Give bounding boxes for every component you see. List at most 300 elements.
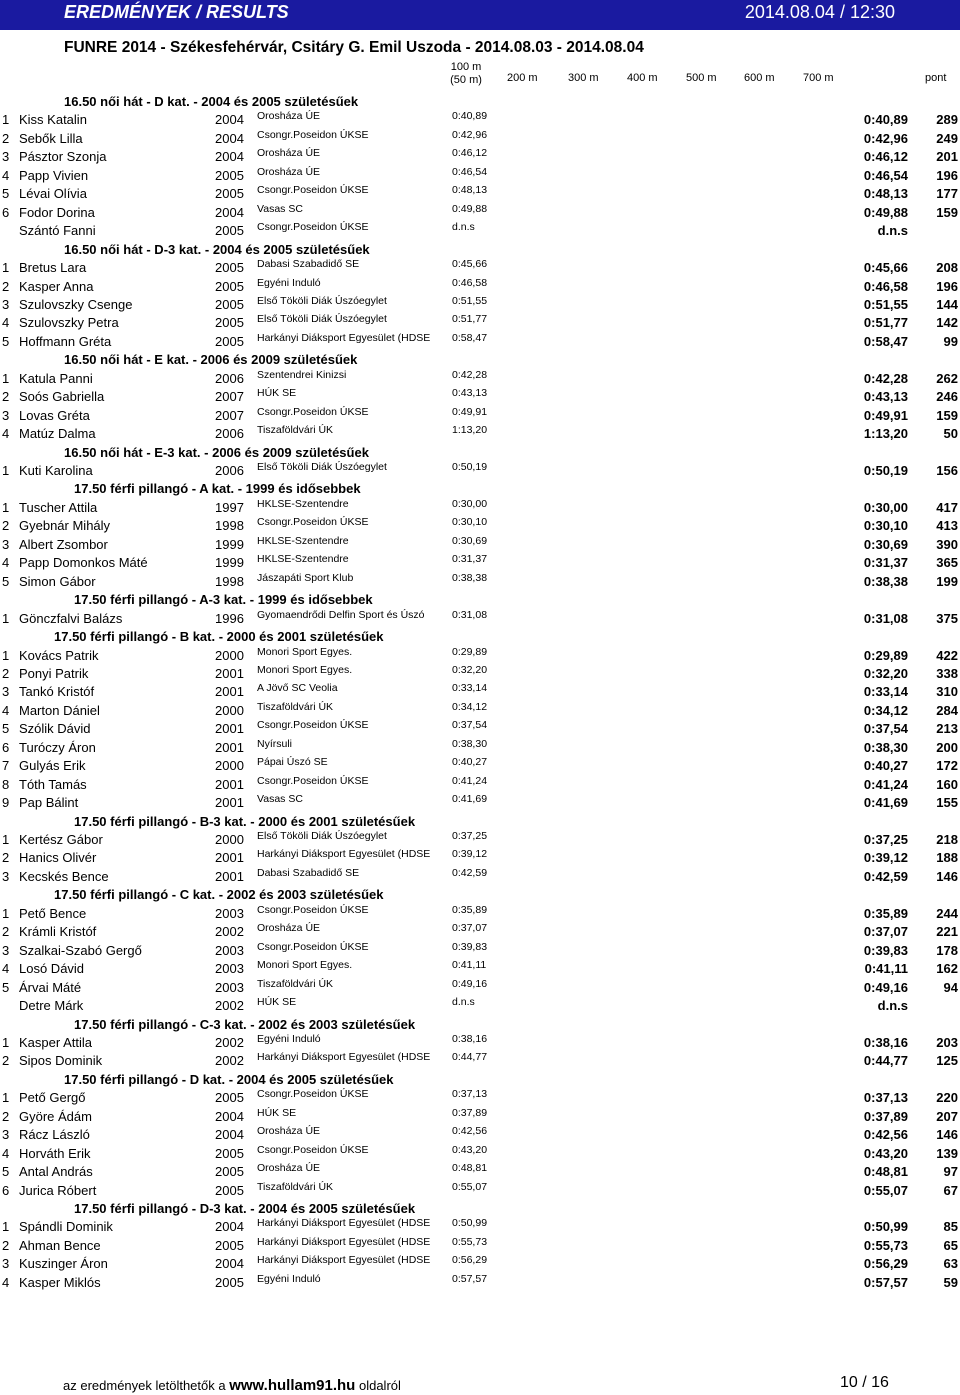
result-row [0, 719, 960, 737]
points: 284 [936, 703, 958, 718]
result-row [0, 848, 960, 866]
split-100m: 0:49,16 [452, 978, 488, 990]
birth-year: 2006 [215, 463, 244, 478]
final-time: 0:32,20 [863, 666, 908, 681]
split-100m: 0:32,20 [452, 664, 488, 676]
club-name: Gyomaendrődi Delfin Sport és Úszó [257, 609, 425, 621]
club-name: Vasas SC [257, 793, 303, 805]
split-100m: 0:30,00 [452, 498, 488, 510]
birth-year: 2005 [215, 1090, 244, 1105]
final-time: 0:48,13 [863, 186, 908, 201]
final-time: 0:42,59 [863, 869, 908, 884]
result-row [0, 277, 960, 295]
final-time: 0:43,13 [863, 389, 908, 404]
result-row [0, 775, 960, 793]
result-row [0, 996, 960, 1014]
birth-year: 2001 [215, 666, 244, 681]
club-name: Vasas SC [257, 203, 303, 215]
result-row [0, 1033, 960, 1051]
rank: 1 [2, 1035, 10, 1050]
points: 159 [936, 205, 958, 220]
birth-year: 2004 [215, 131, 244, 146]
final-time: 0:30,00 [863, 500, 908, 515]
split-100m: 0:30,10 [452, 516, 488, 528]
rank: 4 [2, 703, 10, 718]
club-name: Csongr.Poseidon ÚKSE [257, 719, 369, 731]
points: 85 [943, 1219, 958, 1234]
split-100m: 0:58,47 [452, 332, 488, 344]
rank: 4 [2, 1146, 10, 1161]
final-time: 1:13,20 [863, 426, 908, 441]
final-time: 0:49,16 [863, 980, 908, 995]
points: 213 [936, 721, 958, 736]
birth-year: 2002 [215, 998, 244, 1013]
result-row [0, 203, 960, 221]
points: 63 [943, 1256, 958, 1271]
event-title-text: 17.50 férfi pillangó - A kat. - 1999 és idősebbek [74, 481, 361, 496]
final-time: 0:37,25 [863, 832, 908, 847]
points: 155 [936, 795, 958, 810]
meet-title: FUNRE 2014 - Székesfehérvár, Csitáry G. Emil Uszoda - 2014.08.03 - 2014.08.04 [64, 39, 644, 56]
result-row [0, 1051, 960, 1069]
club-name: Orosháza ÚE [257, 1125, 321, 1137]
result-row [0, 1217, 960, 1235]
points: 390 [936, 537, 958, 552]
athlete-name: Kuti Karolina [19, 463, 93, 478]
club-name: Első Tököli Diák Úszóegylet [257, 295, 387, 307]
club-name: Nyírsuli [257, 738, 293, 750]
rank: 2 [2, 850, 10, 865]
split-100m: 0:49,91 [452, 406, 488, 418]
column-100m-label: 100 m [450, 61, 482, 73]
club-name: Csongr.Poseidon ÚKSE [257, 1088, 369, 1100]
athlete-name: Papp Vivien [19, 168, 89, 183]
club-name: Orosháza ÚE [257, 110, 321, 122]
split-100m: 0:51,55 [452, 295, 488, 307]
athlete-name: Pető Gergő [19, 1090, 86, 1105]
points: 196 [936, 279, 958, 294]
rank: 5 [2, 721, 10, 736]
final-time: 0:56,29 [863, 1256, 908, 1271]
rank: 3 [2, 1127, 10, 1142]
athlete-name: Simon Gábor [19, 574, 96, 589]
rank: 1 [2, 1219, 10, 1234]
points: 200 [936, 740, 958, 755]
result-row [0, 701, 960, 719]
rank: 4 [2, 1275, 10, 1290]
final-time: 0:43,20 [863, 1146, 908, 1161]
athlete-name: Pásztor Szonja [19, 149, 107, 164]
points: 203 [936, 1035, 958, 1050]
final-time: 0:50,19 [863, 463, 908, 478]
points: 338 [936, 666, 958, 681]
rank: 9 [2, 795, 10, 810]
birth-year: 2004 [215, 1219, 244, 1234]
birth-year: 2001 [215, 777, 244, 792]
result-row [0, 535, 960, 553]
rank: 1 [2, 906, 10, 921]
split-100m: 0:46,12 [452, 147, 488, 159]
athlete-name: Kovács Patrik [19, 648, 99, 663]
athlete-name: Papp Domonkos Máté [19, 555, 148, 570]
athlete-name: Tóth Tamás [19, 777, 87, 792]
club-name: Csongr.Poseidon ÚKSE [257, 1144, 369, 1156]
athlete-name: Detre Márk [19, 998, 84, 1013]
split-100m: d.n.s [452, 221, 475, 233]
final-time: 0:35,89 [863, 906, 908, 921]
birth-year: 2003 [215, 961, 244, 976]
points: 310 [936, 684, 958, 699]
birth-year: 1996 [215, 611, 244, 626]
rank: 2 [2, 518, 10, 533]
rank: 7 [2, 758, 10, 773]
rank: 5 [2, 574, 10, 589]
club-name: Csongr.Poseidon ÚKSE [257, 184, 369, 196]
club-name: Egyéni Induló [257, 1273, 321, 1285]
split-100m: 0:49,88 [452, 203, 488, 215]
result-row [0, 682, 960, 700]
rank: 2 [2, 131, 10, 146]
birth-year: 2001 [215, 684, 244, 699]
club-name: HÚK SE [257, 387, 297, 399]
birth-year: 2001 [215, 850, 244, 865]
event-title [0, 479, 960, 497]
event-title-text: 17.50 férfi pillangó - B-3 kat. - 2000 és 2001 születésűek [74, 814, 416, 829]
birth-year: 2005 [215, 223, 244, 238]
result-row [0, 147, 960, 165]
split-100m: 0:31,08 [452, 609, 488, 621]
split-100m: 0:55,73 [452, 1236, 488, 1248]
points: 218 [936, 832, 958, 847]
final-time: 0:30,69 [863, 537, 908, 552]
points: 139 [936, 1146, 958, 1161]
birth-year: 2007 [215, 389, 244, 404]
athlete-name: Katula Panni [19, 371, 93, 386]
final-time: 0:42,56 [863, 1127, 908, 1142]
split-100m: 0:37,07 [452, 922, 488, 934]
split-100m: 0:38,30 [452, 738, 488, 750]
points: 67 [943, 1183, 958, 1198]
club-name: A Jövő SC Veolia [257, 682, 338, 694]
event-title [0, 627, 960, 645]
final-time: 0:30,10 [863, 518, 908, 533]
birth-year: 2003 [215, 943, 244, 958]
result-row [0, 572, 960, 590]
points: 162 [936, 961, 958, 976]
points: 262 [936, 371, 958, 386]
final-time: 0:37,07 [863, 924, 908, 939]
result-row [0, 738, 960, 756]
split-100m: 1:13,20 [452, 424, 488, 436]
split-100m: 0:42,96 [452, 129, 488, 141]
birth-year: 2001 [215, 795, 244, 810]
athlete-name: Fodor Dorina [19, 205, 95, 220]
split-100m: 0:50,19 [452, 461, 488, 473]
rank: 1 [2, 648, 10, 663]
final-time: 0:49,88 [863, 205, 908, 220]
result-row [0, 1254, 960, 1272]
points: 144 [936, 297, 958, 312]
athlete-name: Soós Gabriella [19, 389, 105, 404]
birth-year: 2005 [215, 297, 244, 312]
points: 177 [936, 186, 958, 201]
points: 50 [943, 426, 958, 441]
athlete-name: Matúz Dalma [19, 426, 96, 441]
athlete-name: Sebők Lilla [19, 131, 83, 146]
split-100m: 0:37,54 [452, 719, 488, 731]
club-name: Orosháza ÚE [257, 1162, 321, 1174]
event-title [0, 1070, 960, 1088]
birth-year: 2005 [215, 1275, 244, 1290]
split-100m: 0:37,25 [452, 830, 488, 842]
result-row [0, 959, 960, 977]
final-time: 0:37,54 [863, 721, 908, 736]
points: 94 [943, 980, 958, 995]
result-row [0, 867, 960, 885]
split-100m: 0:37,13 [452, 1088, 488, 1100]
points: 160 [936, 777, 958, 792]
birth-year: 2004 [215, 205, 244, 220]
results-title: EREDMÉNYEK / RESULTS [64, 2, 289, 22]
athlete-name: Sipos Dominik [19, 1053, 103, 1068]
final-time: 0:48,81 [863, 1164, 908, 1179]
split-100m: 0:40,89 [452, 110, 488, 122]
result-row [0, 941, 960, 959]
rank: 2 [2, 666, 10, 681]
result-row [0, 1162, 960, 1180]
athlete-name: Marton Dániel [19, 703, 100, 718]
club-name: Dabasi Szabadidő SE [257, 867, 360, 879]
event-title-text: 17.50 férfi pillangó - C kat. - 2002 és 2003 születésűek [54, 887, 384, 902]
split-100m: 0:34,12 [452, 701, 488, 713]
final-time: 0:41,11 [864, 961, 908, 976]
points: 59 [943, 1275, 958, 1290]
athlete-name: Ponyi Patrik [19, 666, 89, 681]
rank: 5 [2, 980, 10, 995]
club-name: Tiszaföldvári ÚK [257, 701, 334, 713]
footer-text-end: oldalról [355, 1378, 401, 1393]
rank: 1 [2, 260, 10, 275]
final-time: 0:38,30 [863, 740, 908, 755]
athlete-name: Pető Bence [19, 906, 87, 921]
event-title-text: 17.50 férfi pillangó - A-3 kat. - 1999 és idősebbek [74, 592, 373, 607]
rank: 2 [2, 1238, 10, 1253]
result-row [0, 387, 960, 405]
split-100m: 0:37,89 [452, 1107, 488, 1119]
birth-year: 2001 [215, 721, 244, 736]
result-row [0, 516, 960, 534]
points: 375 [936, 611, 958, 626]
split-100m: 0:40,27 [452, 756, 488, 768]
split-100m: 0:50,99 [452, 1217, 488, 1229]
final-time: 0:31,08 [863, 611, 908, 626]
final-time: 0:57,57 [863, 1275, 908, 1290]
birth-year: 2003 [215, 906, 244, 921]
rank: 2 [2, 279, 10, 294]
points: 188 [936, 850, 958, 865]
event-title [0, 350, 960, 368]
rank: 3 [2, 537, 10, 552]
result-row [0, 830, 960, 848]
birth-year: 2005 [215, 315, 244, 330]
final-time: 0:55,07 [863, 1183, 908, 1198]
column-header-100m [436, 61, 496, 87]
points: 249 [936, 131, 958, 146]
club-name: Első Tököli Diák Úszóegylet [257, 461, 387, 473]
athlete-name: Pap Bálint [19, 795, 79, 810]
rank: 5 [2, 1164, 10, 1179]
column-header-700m: 700 m [803, 72, 834, 84]
final-time: 0:34,12 [863, 703, 908, 718]
event-title [0, 240, 960, 258]
points: 220 [936, 1090, 958, 1105]
athlete-name: Spándli Dominik [19, 1219, 113, 1234]
points: 365 [936, 555, 958, 570]
split-100m: 0:41,11 [452, 959, 487, 971]
split-100m: 0:46,54 [452, 166, 488, 178]
birth-year: 1997 [215, 500, 244, 515]
final-time: 0:40,27 [863, 758, 908, 773]
final-time: 0:31,37 [863, 555, 908, 570]
rank: 3 [2, 1256, 10, 1271]
points: 201 [936, 149, 958, 164]
split-100m: 0:55,07 [452, 1181, 488, 1193]
birth-year: 2002 [215, 1053, 244, 1068]
club-name: Csongr.Poseidon ÚKSE [257, 904, 369, 916]
rank: 3 [2, 869, 10, 884]
points: 422 [936, 648, 958, 663]
rank: 2 [2, 924, 10, 939]
split-100m: 0:42,56 [452, 1125, 488, 1137]
split-100m: 0:43,13 [452, 387, 488, 399]
birth-year: 2007 [215, 408, 244, 423]
birth-year: 2005 [215, 279, 244, 294]
club-name: HÚK SE [257, 1107, 297, 1119]
birth-year: 2006 [215, 426, 244, 441]
rank: 6 [2, 205, 10, 220]
athlete-name: Turóczy Áron [19, 740, 96, 755]
footer-site-link[interactable]: www.hullam91.hu [229, 1377, 356, 1394]
athlete-name: Lovas Gréta [19, 408, 90, 423]
athlete-name: Bretus Lara [19, 260, 87, 275]
club-name: Első Tököli Diák Úszóegylet [257, 313, 387, 325]
club-name: Tiszaföldvári ÚK [257, 978, 334, 990]
rank: 1 [2, 832, 10, 847]
event-title [0, 1015, 960, 1033]
club-name: Csongr.Poseidon ÚKSE [257, 516, 369, 528]
rank: 6 [2, 1183, 10, 1198]
final-time: 0:55,73 [863, 1238, 908, 1253]
athlete-name: Gönczfalvi Balázs [19, 611, 123, 626]
rank: 2 [2, 1053, 10, 1068]
athlete-name: Lévai Olívia [19, 186, 87, 201]
points: 244 [936, 906, 958, 921]
split-100m: 0:43,20 [452, 1144, 488, 1156]
points: 289 [936, 112, 958, 127]
athlete-name: Horváth Erik [19, 1146, 91, 1161]
split-100m: 0:30,69 [452, 535, 488, 547]
points: 413 [936, 518, 958, 533]
club-name: Harkányi Diáksport Egyesület (HDSE [257, 1217, 431, 1229]
birth-year: 2000 [215, 648, 244, 663]
result-row [0, 1236, 960, 1254]
split-100m: 0:38,38 [452, 572, 488, 584]
split-100m: 0:56,29 [452, 1254, 488, 1266]
club-name: Első Tököli Diák Úszóegylet [257, 830, 387, 842]
result-row [0, 756, 960, 774]
birth-year: 2001 [215, 740, 244, 755]
club-name: Monori Sport Egyes. [257, 959, 353, 971]
split-100m: 0:48,81 [452, 1162, 488, 1174]
athlete-name: Hoffmann Gréta [19, 334, 112, 349]
final-time: 0:49,91 [863, 408, 908, 423]
birth-year: 2004 [215, 1256, 244, 1271]
club-name: HKLSE-Szentendre [257, 535, 349, 547]
column-header-600m: 600 m [744, 72, 775, 84]
club-name: HÚK SE [257, 996, 297, 1008]
club-name: HKLSE-Szentendre [257, 498, 349, 510]
split-100m: 0:39,12 [452, 848, 488, 860]
birth-year: 2002 [215, 924, 244, 939]
final-time: 0:40,89 [863, 112, 908, 127]
rank: 3 [2, 408, 10, 423]
result-row [0, 295, 960, 313]
athlete-name: Rácz László [19, 1127, 90, 1142]
final-time: 0:39,83 [863, 943, 908, 958]
birth-year: 2003 [215, 980, 244, 995]
club-name: Tiszaföldvári ÚK [257, 1181, 334, 1193]
final-time: 0:46,12 [863, 149, 908, 164]
birth-year: 2005 [215, 260, 244, 275]
result-row [0, 978, 960, 996]
club-name: Harkányi Diáksport Egyesület (HDSE [257, 848, 431, 860]
header-bar [0, 0, 960, 30]
points: 65 [943, 1238, 958, 1253]
club-name: Egyéni Induló [257, 277, 321, 289]
athlete-name: Kertész Gábor [19, 832, 103, 847]
club-name: HKLSE-Szentendre [257, 553, 349, 565]
rank: 1 [2, 611, 10, 626]
birth-year: 2005 [215, 168, 244, 183]
result-row [0, 1144, 960, 1162]
split-100m: 0:35,89 [452, 904, 488, 916]
club-name: Csongr.Poseidon ÚKSE [257, 941, 369, 953]
final-time: d.n.s [877, 998, 908, 1013]
column-header-500m: 500 m [686, 72, 717, 84]
split-100m: 0:41,24 [452, 775, 488, 787]
rank: 3 [2, 297, 10, 312]
event-title [0, 92, 960, 110]
birth-year: 1999 [215, 537, 244, 552]
rank: 3 [2, 149, 10, 164]
final-time: 0:42,96 [863, 131, 908, 146]
result-row [0, 258, 960, 276]
club-name: Csongr.Poseidon ÚKSE [257, 129, 369, 141]
athlete-name: Szulovszky Petra [19, 315, 119, 330]
result-row [0, 646, 960, 664]
final-time: 0:37,13 [863, 1090, 908, 1105]
birth-year: 2004 [215, 149, 244, 164]
final-time: 0:50,99 [863, 1219, 908, 1234]
event-title-text: 16.50 női hát - E-3 kat. - 2006 és 2009 születésűek [64, 445, 369, 460]
club-name: Csongr.Poseidon ÚKSE [257, 221, 369, 233]
birth-year: 2005 [215, 334, 244, 349]
page-number: 10 / 16 [840, 1374, 889, 1391]
club-name: Harkányi Diáksport Egyesület (HDSE [257, 1236, 431, 1248]
result-row [0, 1107, 960, 1125]
event-title [0, 590, 960, 608]
athlete-name: Kasper Anna [19, 279, 94, 294]
